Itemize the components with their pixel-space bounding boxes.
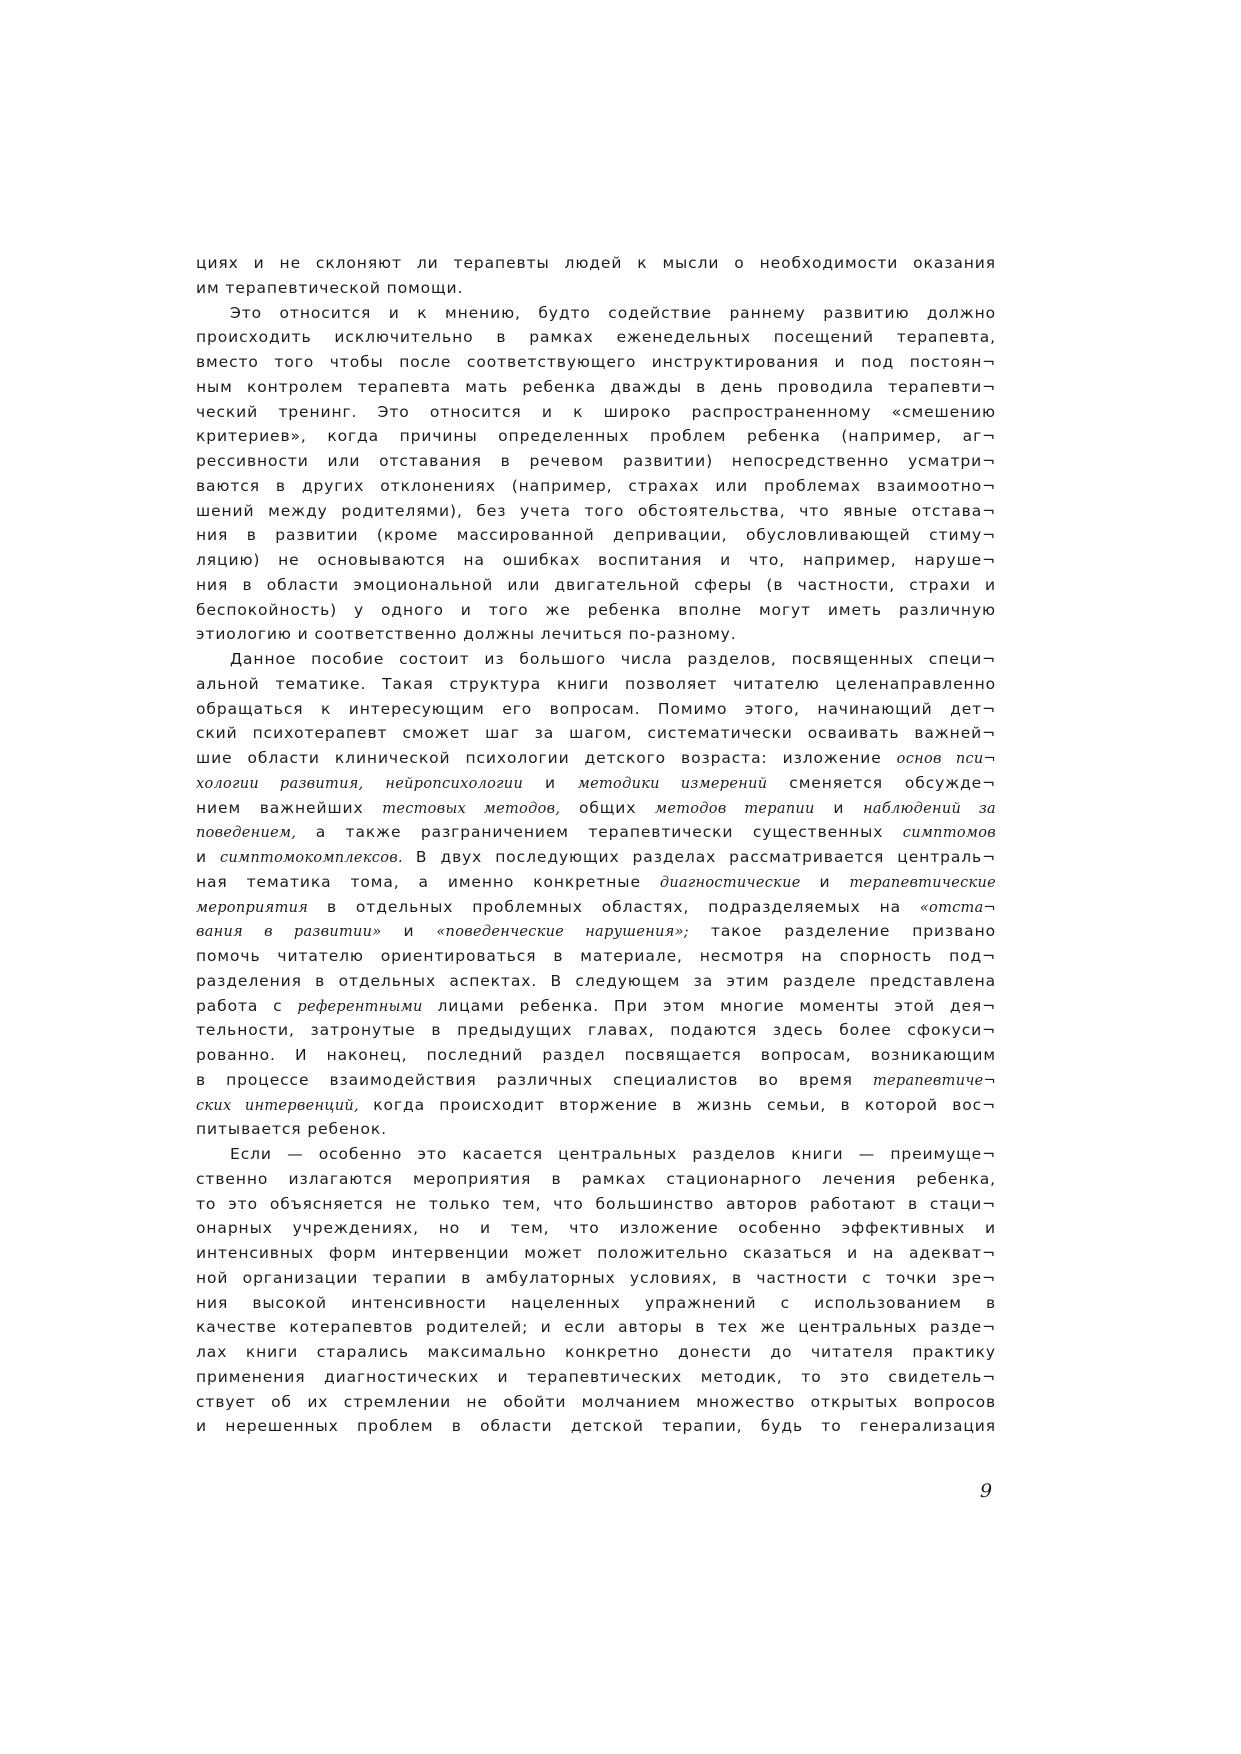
text-line (196, 1068, 996, 1093)
text-segment: применения диагностических и терапевтических методик, то это свидетель¬ (196, 1367, 996, 1386)
italic-term: диагностические (659, 874, 801, 891)
text-segment: ной организации терапии в амбулаторных условиях, в частности с точки зре¬ (196, 1268, 996, 1287)
italic-term: нейропсихологии (385, 775, 524, 792)
body-text (196, 251, 996, 1439)
text-line (196, 1142, 996, 1167)
text-segment: Данное пособие состоит из большого числа разделов, посвященных специ¬ (230, 650, 996, 668)
text-line (196, 548, 996, 573)
text-segment: Это относится и к мнению, будто содействие раннему развитию должно (230, 303, 996, 322)
text-segment: онарных учреждениях, но и тем, что изложение особенно эффективных и (196, 1219, 996, 1238)
text-line (196, 573, 996, 598)
italic-term: вания в развитии» (196, 924, 382, 941)
italic-term: методики измерений (577, 775, 768, 792)
italic-term: «поведенческие нарушения»; (436, 924, 689, 941)
text-segment: сменяется обсужде¬ (767, 773, 997, 792)
text-line (196, 1315, 996, 1340)
text-segment: такое разделение призвано (688, 922, 996, 941)
text-segment: работа с (196, 996, 298, 1015)
text-segment: и (814, 798, 864, 817)
text-segment: происходить исключительно в рамках еженедельных посещений терапевта, (196, 328, 996, 347)
text-segment: рованно. И наконец, последний раздел посвящается вопросам, возникающим (196, 1046, 996, 1064)
text-segment: беспокойность) у одного и того же ребенка вполне могут иметь различную (196, 600, 996, 619)
text-segment: помочь читателю ориентироваться в материале, несмотря на спорность под¬ (196, 947, 996, 965)
text-line (196, 499, 996, 524)
italic-term: терапевтиче¬ (872, 1072, 996, 1089)
text-line (196, 375, 996, 400)
italic-term: симптомов (902, 825, 996, 842)
text-segment: альной тематике. Такая структура книги позволяет читателю целенаправленно (196, 674, 996, 693)
text-segment: ственно излагаются мероприятия в рамках стационарного лечения ребенка, (196, 1169, 996, 1188)
text-segment: рессивности или отставания в речевом развитии) непосредственно усматри¬ (196, 452, 996, 470)
text-segment: качестве котерапевтов родителей; и если авторы в тех же центральных разде¬ (196, 1318, 996, 1337)
text-segment: общих (560, 798, 656, 817)
text-line (196, 1167, 996, 1192)
text-line (196, 1093, 996, 1118)
text-line (196, 845, 996, 870)
italic-term: основ пси¬ (896, 751, 996, 767)
italic-term: поведением, (196, 825, 297, 842)
italic-term: симптомокомплексов. (220, 850, 403, 866)
text-segment: циях и не склоняют ли терапевты людей к мысли о необходимости оказания (196, 254, 996, 272)
text-line (196, 1365, 996, 1390)
text-segment: питывается ребенок. (196, 1120, 387, 1139)
text-segment: ния высокой интенсивности нацеленных упражнений с использованием в (196, 1293, 996, 1312)
text-segment: интенсивных форм интервенции может положительно сказаться и на адекват¬ (196, 1244, 996, 1262)
text-segment: ния в области эмоциональной или двигательной сферы (в частности, страхи и (196, 575, 996, 594)
text-segment: ческий тренинг. Это относится и к широко распространенному «смешению (196, 402, 996, 421)
text-segment: а также разграничением терапевтически существенных (296, 823, 903, 842)
text-line (196, 697, 996, 722)
text-line (196, 598, 996, 623)
page-number: 9 (980, 1480, 993, 1502)
text-line (196, 523, 996, 548)
text-line (196, 1192, 996, 1217)
text-line (196, 895, 996, 920)
text-line (196, 994, 996, 1019)
text-segment: и нерешенных проблем в области детской терапии, будь то генерализация (196, 1417, 996, 1436)
text-line (196, 721, 996, 746)
text-segment: и (381, 922, 437, 941)
italic-term: референтными (297, 998, 423, 1015)
text-segment: ляцию) не основываются на ошибках воспитания и что, например, наруше¬ (196, 551, 996, 569)
italic-term: мероприятия (196, 899, 309, 916)
text-line (196, 1266, 996, 1291)
text-line (196, 325, 996, 350)
text-line (196, 969, 996, 994)
text-line (196, 1018, 996, 1043)
text-segment: шений между родителями), без учета того обстоятельства, что явные отстава¬ (196, 501, 996, 520)
text-line (196, 301, 996, 326)
text-line (196, 424, 996, 449)
italic-term: терапевтические (849, 874, 996, 891)
text-segment: ствует об их стремлении не обойти молчанием множество открытых вопросов (196, 1392, 996, 1411)
text-line (196, 449, 996, 474)
text-segment: и (800, 872, 850, 891)
text-segment: ский психотерапевт сможет шаг за шагом, систематически осваивать важней¬ (196, 724, 996, 743)
text-segment: в процессе взаимодействия различных специалистов во время (196, 1070, 873, 1089)
text-line (196, 647, 996, 672)
text-segment: разделения в отдельных аспектах. В следующем за этим разделе представлена (196, 971, 996, 990)
text-segment: и (523, 773, 578, 792)
text-line (196, 474, 996, 499)
text-line (196, 350, 996, 375)
text-segment: Если — особенно это касается центральных разделов книги — преимуще¬ (230, 1145, 996, 1163)
text-line (196, 1216, 996, 1241)
text-line (196, 1117, 996, 1142)
text-line (196, 1340, 996, 1365)
text-segment: В двух последующих разделах рассматривается централь¬ (402, 848, 996, 866)
text-line (196, 746, 996, 771)
text-line (196, 1291, 996, 1316)
text-line (196, 672, 996, 697)
text-segment: вместо того чтобы после соответствующего инструктирования и под постоян¬ (196, 353, 996, 371)
text-segment: в отдельных проблемных областях, подразделяемых на (308, 897, 920, 916)
text-line (196, 820, 996, 845)
text-line (196, 1414, 996, 1439)
text-segment: ния в развитии (кроме массированной депривации, обусловливающей стиму¬ (196, 526, 996, 545)
text-segment: обращаться к интересующим его вопросам. Помимо этого, начинающий дет¬ (196, 699, 996, 718)
italic-term: ских интервенций, (196, 1097, 359, 1114)
text-segment: лах книги старались максимально конкретно донести до читателя практику (196, 1343, 996, 1361)
text-segment: ным контролем терапевта мать ребенка дважды в день проводила терапевти¬ (196, 377, 996, 396)
text-line (196, 944, 996, 969)
text-line (196, 622, 996, 647)
italic-term: хологии развития, (196, 775, 364, 792)
text-segment: нием важнейших (196, 798, 383, 817)
text-line (196, 919, 996, 944)
text-line (196, 796, 996, 821)
text-segment: ваются в других отклонениях (например, страхах или проблемах взаимоотно¬ (196, 476, 996, 495)
text-line (196, 400, 996, 425)
italic-term: тестовых методов, (382, 800, 561, 817)
text-segment: им терапевтической помощи. (196, 278, 464, 297)
text-segment: ная тематика тома, а именно конкретные (196, 872, 660, 891)
italic-term: «отста¬ (919, 899, 996, 916)
text-line (196, 771, 996, 796)
text-segment: когда происходит вторжение в жизнь семьи, в которой вос¬ (358, 1095, 996, 1114)
text-line (196, 1241, 996, 1266)
text-segment: тельности, затронутые в предыдущих главах, подаются здесь более сфокуси¬ (196, 1021, 996, 1040)
text-segment: и (196, 848, 220, 866)
text-line (196, 1390, 996, 1415)
text-line (196, 1043, 996, 1068)
text-line (196, 276, 996, 301)
text-segment: этиологию и соответственно должны лечиться по-разному. (196, 625, 737, 644)
text-segment: то это объясняется не только тем, что большинство авторов работают в стаци¬ (196, 1194, 996, 1213)
italic-term: наблюдений за (863, 800, 997, 817)
text-line (196, 251, 996, 276)
italic-term: методов терапии (655, 800, 815, 817)
text-segment (364, 774, 386, 792)
text-segment: критериев», когда причины определенных проблем ребенка (например, аг¬ (196, 427, 996, 446)
text-segment: шие области клинической психологии детского возраста: изложение (196, 749, 897, 767)
text-segment: лицами ребенка. При этом многие моменты этой дея¬ (422, 996, 996, 1015)
text-line (196, 870, 996, 895)
